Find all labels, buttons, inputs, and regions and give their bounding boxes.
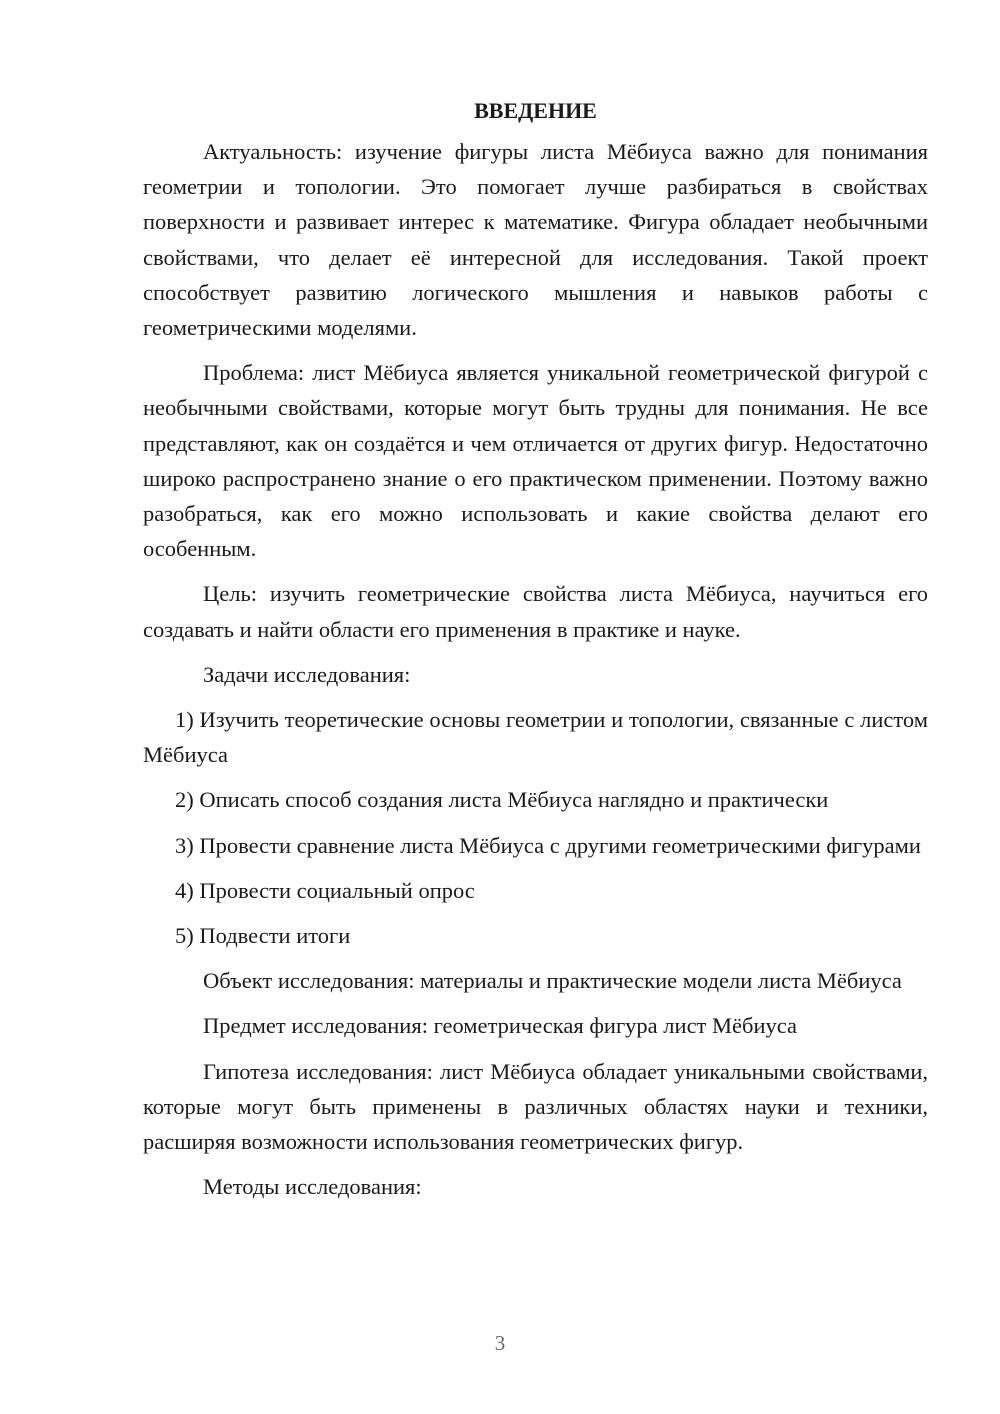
task-item-5: 5) Подвести итоги xyxy=(175,923,351,949)
task-item-4: 4) Провести социальный опрос xyxy=(175,877,475,903)
object-paragraph: Объект исследования: материалы и практические модели листа Мёбиуса xyxy=(203,968,902,994)
problem-paragraph: Проблема: лист Мёбиуса является уникальной геометрической фигурой с необычными свойствами, которые могут быть трудны для понимания. Не все представляют, как он создаётся и чем отличается от других фигур. Недостаточно широко распространено знание о его практическом применении. Поэтому важно разобраться, как его можно использовать и какие свойства делают его особенным. xyxy=(143,360,928,562)
goal-paragraph: Цель: изучить геометрические свойства листа Мёбиуса, научиться его создавать и найти области его применения в практике и науке. xyxy=(143,581,928,642)
tasks-heading: Задачи исследования: xyxy=(203,661,411,687)
subject-paragraph: Предмет исследования: геометрическая фигура лист Мёбиуса xyxy=(203,1013,797,1039)
document-page xyxy=(143,88,928,1214)
section-title: ВВЕДЕНИЕ xyxy=(474,98,597,123)
page-number: 3 xyxy=(494,1331,506,1355)
task-item-3: 3) Провести сравнение листа Мёбиуса с другими геометрическими фигурами xyxy=(175,832,921,858)
methods-heading: Методы исследования: xyxy=(203,1174,422,1200)
relevance-paragraph: Актуальность: изучение фигуры листа Мёбиуса важно для понимания геометрии и топологии. Это помогает лучше разбираться в свойствах поверхности и развивает интерес к математике. Фигура обладает необычными свойствами, что делает её интересной для исследования. Такой проект способствует развитию логического мышления и навыков работы с геометрическими моделями. xyxy=(143,139,928,341)
task-item-2: 2) Описать способ создания листа Мёбиуса наглядно и практически xyxy=(175,787,829,813)
task-item-1: 1) Изучить теоретические основы геометрии и топологии, связанные с листом Мёбиуса xyxy=(143,707,928,768)
hypothesis-paragraph: Гипотеза исследования: лист Мёбиуса обладает уникальными свойствами, которые могут быть применены в различных областях науки и техники, расширяя возможности использования геометрических фигур. xyxy=(143,1058,928,1155)
